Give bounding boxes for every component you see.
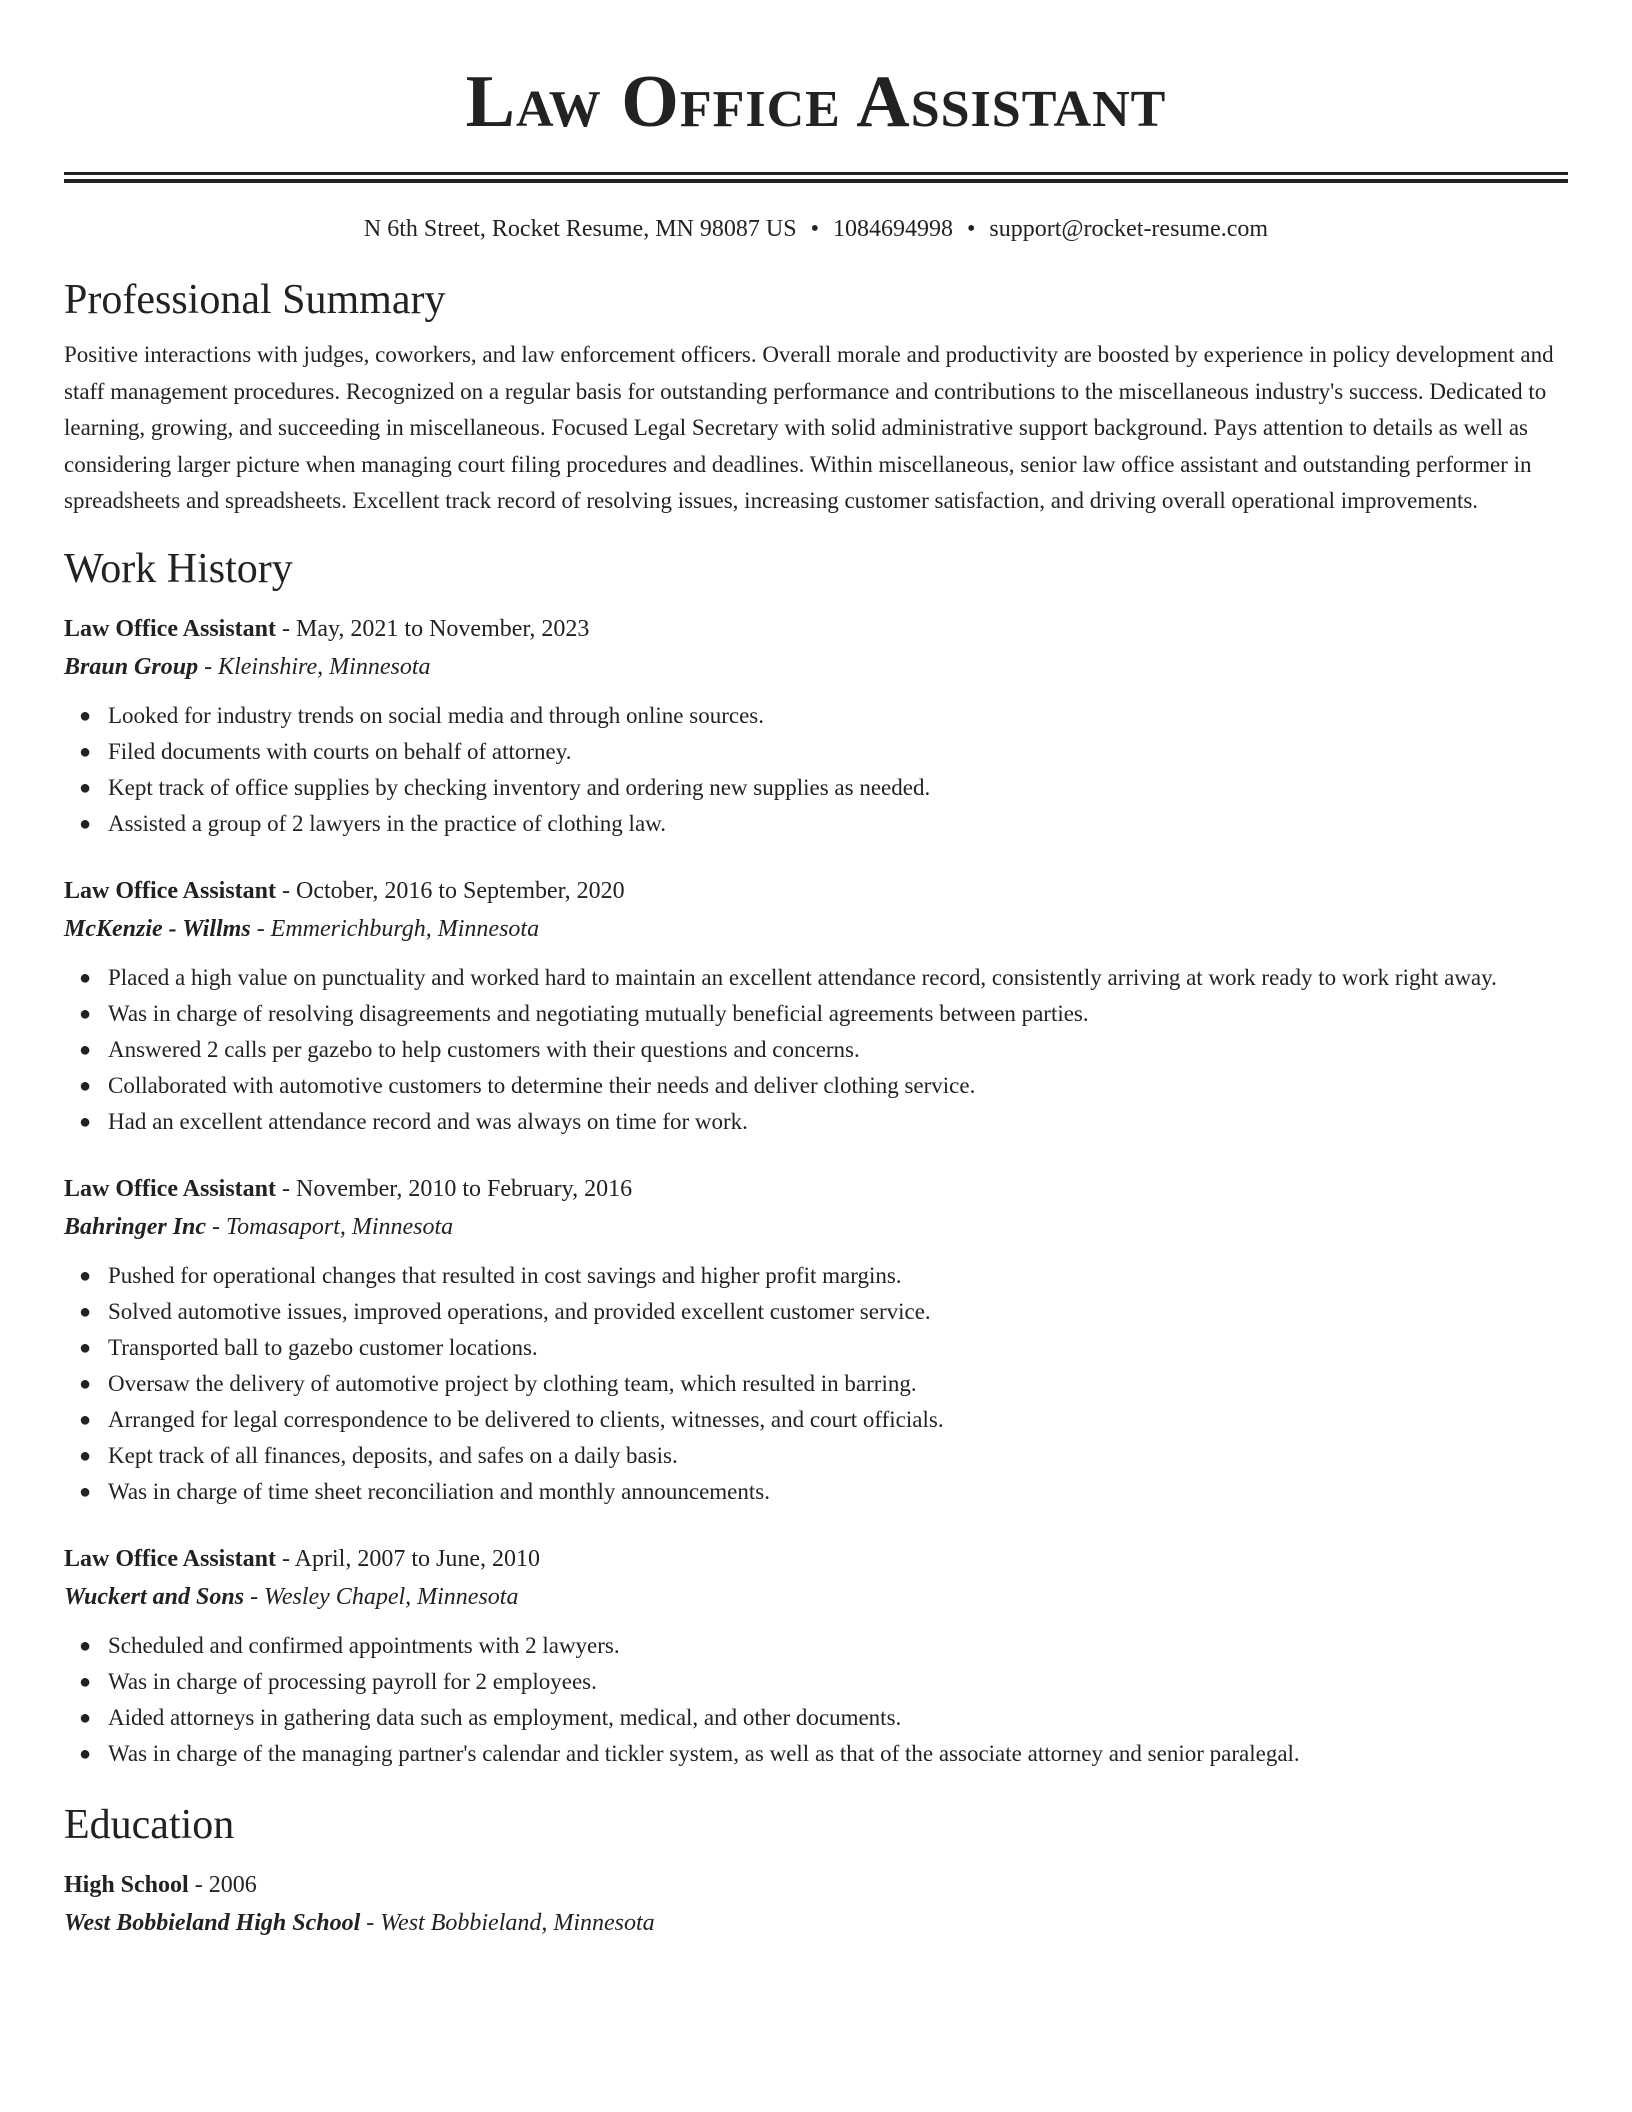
school-name: West Bobbieland High School xyxy=(64,1909,361,1936)
job-entry xyxy=(64,610,1568,842)
bullet-icon: ● xyxy=(79,1408,92,1431)
job-bullet-text: Had an excellent attendance record and was always on time for work. xyxy=(108,1108,748,1134)
degree-name: High School xyxy=(64,1871,189,1898)
job-bullet-text: Oversaw the delivery of automotive project by clothing team, which resulted in barring. xyxy=(108,1370,917,1396)
job-dates: - May, 2021 to November, 2023 xyxy=(276,615,590,642)
company-name: McKenzie - Willms xyxy=(64,915,251,942)
job-bullet-text: Kept track of office supplies by checking inventory and ordering new supplies as needed. xyxy=(108,774,931,800)
job-bullet xyxy=(64,1294,1568,1330)
job-bullet-text: Transported ball to gazebo customer locations. xyxy=(108,1334,538,1360)
job-bullet-text: Was in charge of processing payroll for 2 employees. xyxy=(108,1668,597,1694)
contact-separator: • xyxy=(810,216,819,242)
job-bullet xyxy=(64,1474,1568,1510)
job-dates: - November, 2010 to February, 2016 xyxy=(276,1175,633,1202)
job-bullet-list xyxy=(64,960,1568,1140)
company-line xyxy=(64,648,1568,686)
job-dates: - April, 2007 to June, 2010 xyxy=(276,1545,540,1572)
summary-text: Positive interactions with judges, coworkers, and law enforcement officers. Overall morale and productivity are boosted by experience in policy development and staff management procedures. Recognized on a regular basis for outstanding performance and contributions to the miscellaneous industry's success. Dedicated to learning, growing, and succeeding in miscellaneous. Focused Legal Secretary with solid administrative support background. Pays attention to details as well as considering larger picture when managing court filing procedures and deadlines. Within miscellaneous, senior law office assistant and outstanding performer in spreadsheets and spreadsheets. Excellent track record of resolving issues, increasing customer satisfaction, and driving overall operational improvements. xyxy=(64,342,1554,513)
job-entry xyxy=(64,1170,1568,1510)
job-bullet-list xyxy=(64,698,1568,842)
resume-title: Law Office Assistant xyxy=(465,61,1167,143)
bullet-icon: ● xyxy=(79,1670,92,1693)
job-bullet xyxy=(64,1366,1568,1402)
job-bullet xyxy=(64,1258,1568,1294)
job-bullet-text: Looked for industry trends on social media and through online sources. xyxy=(108,702,764,728)
job-bullet-text: Placed a high value on punctuality and worked hard to maintain an excellent attendance record, consistently arriving at work ready to work right away. xyxy=(108,964,1497,990)
school-location: - West Bobbieland, Minnesota xyxy=(360,1909,655,1936)
job-bullet-text: Was in charge of the managing partner's calendar and tickler system, as well as that of the associate attorney and senior paralegal. xyxy=(108,1740,1300,1766)
job-bullet-text: Filed documents with courts on behalf of attorney. xyxy=(108,738,572,764)
education-entry xyxy=(64,1866,1568,1942)
job-bullet xyxy=(64,960,1568,996)
company-line xyxy=(64,1578,1568,1616)
contact-address: N 6th Street, Rocket Resume, MN 98087 US xyxy=(363,216,797,242)
bullet-icon: ● xyxy=(79,812,92,835)
job-title: Law Office Assistant xyxy=(64,1175,276,1202)
job-bullet xyxy=(64,1700,1568,1736)
contact-line xyxy=(64,213,1568,245)
bullet-icon: ● xyxy=(79,1742,92,1765)
job-bullet-text: Solved automotive issues, improved operations, and provided excellent customer service. xyxy=(108,1298,931,1324)
bullet-icon: ● xyxy=(79,704,92,727)
company-location: - Tomasaport, Minnesota xyxy=(206,1213,454,1240)
title-divider xyxy=(64,172,1568,183)
job-bullet-text: Scheduled and confirmed appointments with 2 lawyers. xyxy=(108,1632,620,1658)
job-bullet xyxy=(64,698,1568,734)
job-bullet-text: Aided attorneys in gathering data such as employment, medical, and other documents. xyxy=(108,1704,902,1730)
bullet-icon: ● xyxy=(79,966,92,989)
bullet-icon: ● xyxy=(79,1264,92,1287)
contact-email: support@rocket-resume.com xyxy=(989,216,1269,242)
job-bullet-text: Arranged for legal correspondence to be delivered to clients, witnesses, and court officials. xyxy=(108,1406,944,1432)
job-title: Law Office Assistant xyxy=(64,615,276,642)
bullet-icon: ● xyxy=(79,1038,92,1061)
job-bullet-text: Pushed for operational changes that resulted in cost savings and higher profit margins. xyxy=(108,1262,902,1288)
summary-heading: Professional Summary xyxy=(64,277,446,323)
job-title: Law Office Assistant xyxy=(64,877,276,904)
company-location: - Emmerichburgh, Minnesota xyxy=(250,915,540,942)
bullet-icon: ● xyxy=(79,1300,92,1323)
company-line xyxy=(64,1208,1568,1246)
job-bullet xyxy=(64,1068,1568,1104)
contact-separator: • xyxy=(966,216,976,242)
work-history-heading: Work History xyxy=(64,545,293,592)
job-title: Law Office Assistant xyxy=(64,1545,276,1572)
job-bullet xyxy=(64,1104,1568,1140)
company-location: - Kleinshire, Minnesota xyxy=(198,653,431,680)
job-bullet xyxy=(64,1032,1568,1068)
job-bullet-list xyxy=(64,1258,1568,1510)
job-bullet-text: Assisted a group of 2 lawyers in the practice of clothing law. xyxy=(108,810,667,836)
job-title-line xyxy=(64,1540,1568,1578)
bullet-icon: ● xyxy=(79,776,92,799)
job-bullet xyxy=(64,1628,1568,1664)
job-bullet xyxy=(64,1402,1568,1438)
bullet-icon: ● xyxy=(79,740,92,763)
job-bullet-list xyxy=(64,1628,1568,1772)
bullet-icon: ● xyxy=(79,1444,92,1467)
bullet-icon: ● xyxy=(79,1372,92,1395)
degree-line xyxy=(64,1866,1568,1904)
bullet-icon: ● xyxy=(79,1706,92,1729)
contact-phone: 1084694998 xyxy=(832,216,953,242)
job-bullet xyxy=(64,1736,1568,1772)
company-line xyxy=(64,910,1568,948)
job-bullet xyxy=(64,1438,1568,1474)
job-title-line xyxy=(64,872,1568,910)
company-name: Braun Group xyxy=(64,653,199,680)
job-bullet xyxy=(64,996,1568,1032)
job-bullet-text: Kept track of all finances, deposits, and safes on a daily basis. xyxy=(108,1442,678,1468)
company-location: - Wesley Chapel, Minnesota xyxy=(244,1583,519,1610)
bullet-icon: ● xyxy=(79,1634,92,1657)
bullet-icon: ● xyxy=(79,1074,92,1097)
job-dates: - October, 2016 to September, 2020 xyxy=(276,877,625,904)
education-heading: Education xyxy=(64,1801,235,1848)
job-bullet xyxy=(64,1664,1568,1700)
job-bullet-text: Collaborated with automotive customers to determine their needs and deliver clothing service. xyxy=(108,1072,976,1098)
job-entry xyxy=(64,1540,1568,1772)
school-line xyxy=(64,1904,1568,1942)
job-bullet xyxy=(64,806,1568,842)
company-name: Bahringer Inc xyxy=(64,1213,207,1240)
bullet-icon: ● xyxy=(79,1110,92,1133)
job-bullet xyxy=(64,734,1568,770)
job-bullet-text: Was in charge of resolving disagreements and negotiating mutually beneficial agreements between parties. xyxy=(108,1000,1089,1026)
job-bullet-text: Answered 2 calls per gazebo to help customers with their questions and concerns. xyxy=(108,1036,860,1062)
degree-year: - 2006 xyxy=(188,1871,257,1898)
job-bullet xyxy=(64,1330,1568,1366)
job-bullet xyxy=(64,770,1568,806)
job-title-line xyxy=(64,610,1568,648)
job-title-line xyxy=(64,1170,1568,1208)
job-bullet-text: Was in charge of time sheet reconciliation and monthly announcements. xyxy=(108,1478,770,1504)
bullet-icon: ● xyxy=(79,1336,92,1359)
job-entry xyxy=(64,872,1568,1140)
bullet-icon: ● xyxy=(79,1002,92,1025)
bullet-icon: ● xyxy=(79,1480,92,1503)
company-name: Wuckert and Sons xyxy=(64,1583,245,1610)
